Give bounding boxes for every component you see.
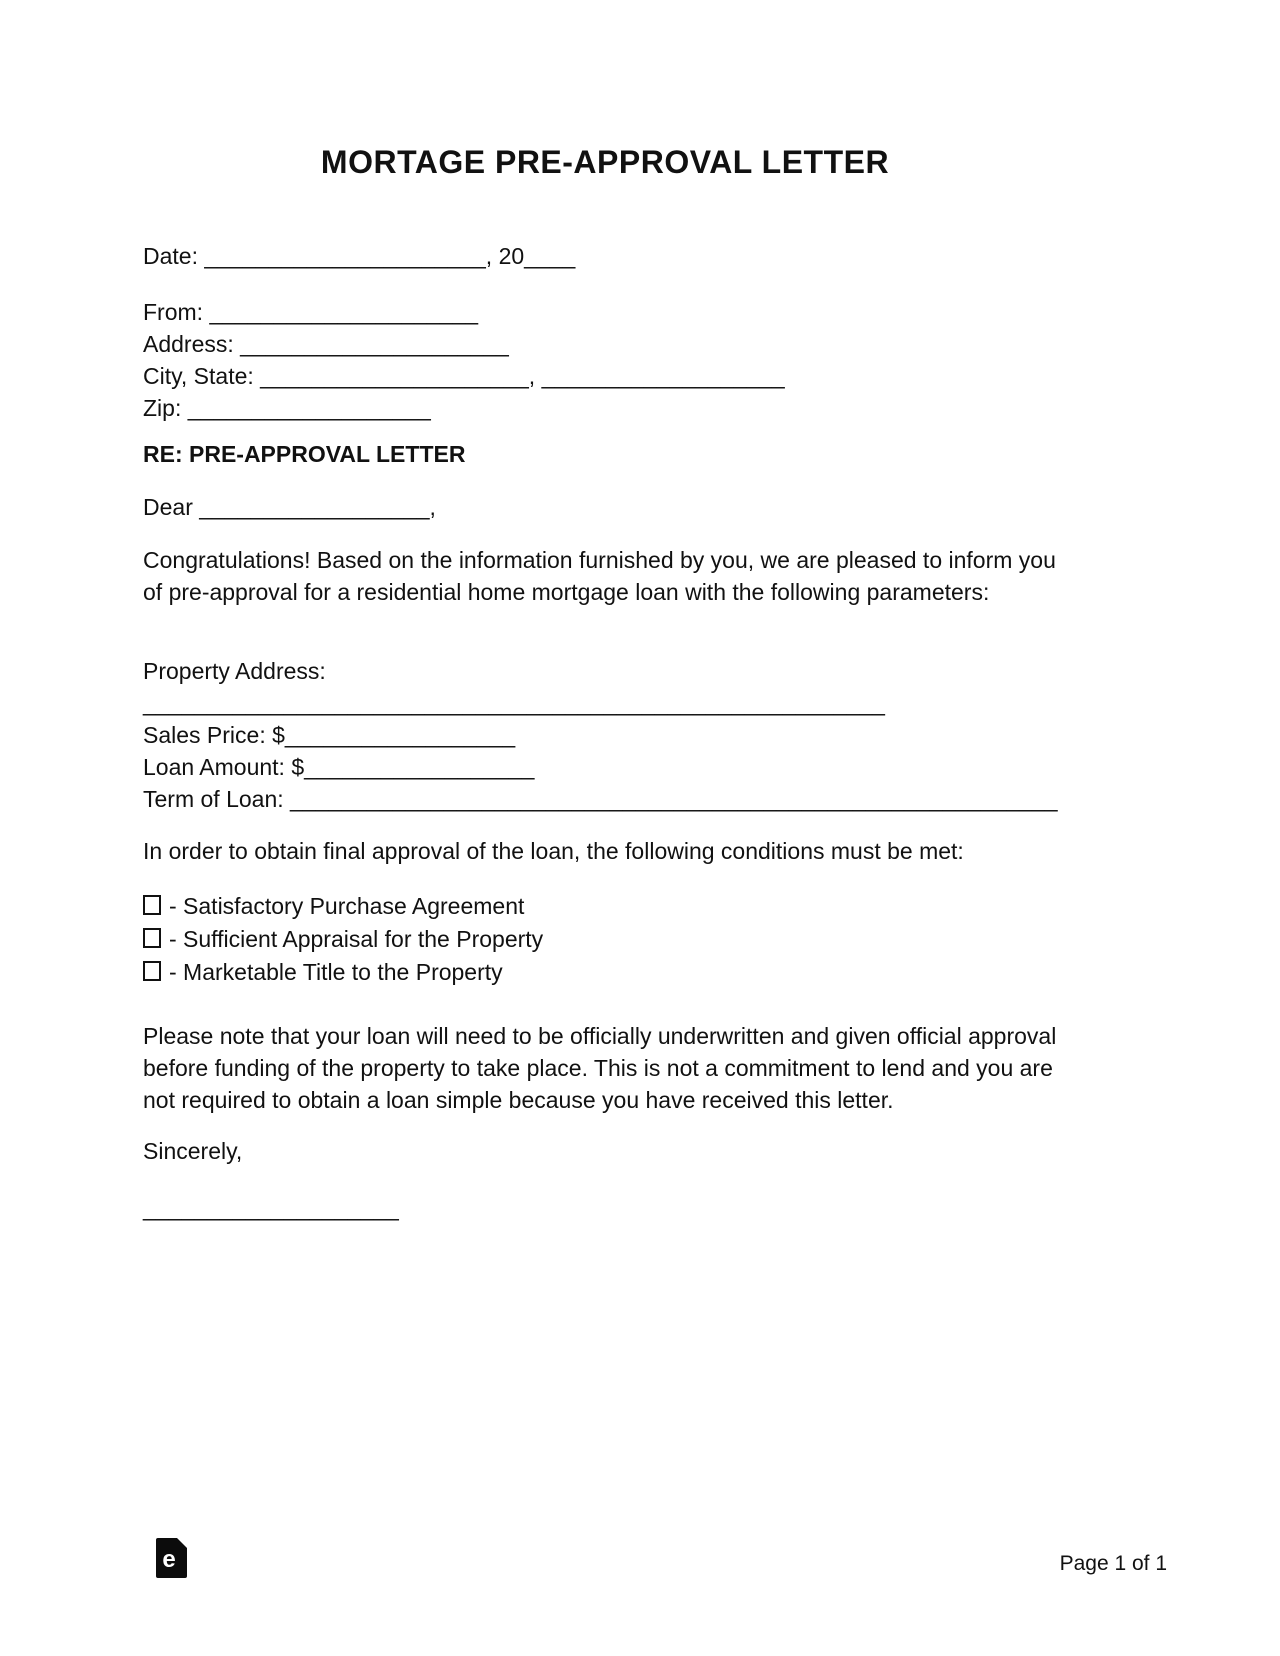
- condition-label: - Marketable Title to the Property: [169, 959, 503, 985]
- state-blank[interactable]: ___________________: [541, 363, 785, 389]
- intro-paragraph: Congratulations! Based on the information furnished by you, we are pleased to inform you of pre-approval for a residential home mortgage loan with the following parameters:: [143, 547, 1056, 605]
- salutation-blank[interactable]: __________________: [199, 494, 430, 520]
- page-indicator: Page 1 of 1: [1059, 1552, 1167, 1575]
- date-label: Date:: [143, 243, 205, 269]
- from-line: [143, 296, 1067, 328]
- letter-title: MORTAGE PRE-APPROVAL LETTER: [320, 144, 890, 180]
- from-label: From:: [143, 299, 210, 325]
- loan-parameters-block: [143, 655, 1067, 815]
- date-blank[interactable]: ______________________: [204, 243, 486, 269]
- address-line: [143, 328, 1067, 360]
- eforms-logo-icon: [156, 1538, 187, 1578]
- signoff: Sincerely,: [143, 1138, 243, 1164]
- from-blank[interactable]: _____________________: [209, 299, 479, 325]
- sales-price-blank[interactable]: __________________: [284, 722, 516, 748]
- condition-item: [143, 890, 1067, 923]
- term-of-loan-label: Term of Loan:: [143, 786, 291, 812]
- closing-paragraph: Please note that your loan will need to be officially underwritten and given official approval before funding of the property to take place. This is not a commitment to lend and you are not required to obtain a loan simple because you have received this letter.: [143, 1023, 1057, 1113]
- term-of-loan-blank[interactable]: ____________________________________________________________: [290, 786, 1058, 812]
- sender-block: [143, 296, 1067, 424]
- salutation-suffix: ,: [429, 494, 436, 520]
- property-address-line: [143, 655, 1067, 719]
- sales-price-label: Sales Price: $: [143, 722, 285, 748]
- year-blank[interactable]: ____: [524, 243, 576, 269]
- loan-amount-blank[interactable]: __________________: [304, 754, 535, 780]
- condition-item: [143, 923, 1067, 956]
- address-blank[interactable]: _____________________: [240, 331, 509, 357]
- city-state-label: City, State:: [143, 363, 261, 389]
- term-of-loan-line: [143, 783, 1067, 815]
- eforms-logo-letter: e: [162, 1546, 176, 1573]
- zip-line: [143, 392, 1067, 424]
- loan-amount-label: Loan Amount: $: [143, 754, 305, 780]
- property-address-label: Property Address:: [143, 658, 326, 684]
- year-prefix: , 20: [485, 243, 525, 269]
- city-state-separator: ,: [528, 363, 542, 389]
- loan-amount-line: [143, 751, 1067, 783]
- sales-price-line: [143, 719, 1067, 751]
- salutation-line: [143, 491, 1067, 523]
- zip-label: Zip:: [143, 395, 188, 421]
- signature-blank[interactable]: ____________________: [143, 1195, 399, 1221]
- zip-blank[interactable]: ___________________: [187, 395, 431, 421]
- conditions-intro: In order to obtain final approval of the loan, the following conditions must be met:: [143, 838, 964, 864]
- checkbox-icon[interactable]: [143, 895, 161, 915]
- signature-line: [143, 1192, 1067, 1224]
- checkbox-icon[interactable]: [143, 961, 161, 981]
- condition-label: - Satisfactory Purchase Agreement: [169, 893, 525, 919]
- city-blank[interactable]: _____________________: [260, 363, 529, 389]
- address-label: Address:: [143, 331, 241, 357]
- date-line: [143, 240, 1067, 272]
- salutation-label: Dear: [143, 494, 200, 520]
- city-state-line: [143, 360, 1067, 392]
- condition-item: [143, 956, 1067, 989]
- property-address-blank[interactable]: __________________________________________________________: [143, 690, 885, 716]
- subject-line: RE: PRE-APPROVAL LETTER: [143, 441, 466, 467]
- checkbox-icon[interactable]: [143, 928, 161, 948]
- conditions-list: [143, 890, 1067, 989]
- condition-label: - Sufficient Appraisal for the Property: [169, 926, 544, 952]
